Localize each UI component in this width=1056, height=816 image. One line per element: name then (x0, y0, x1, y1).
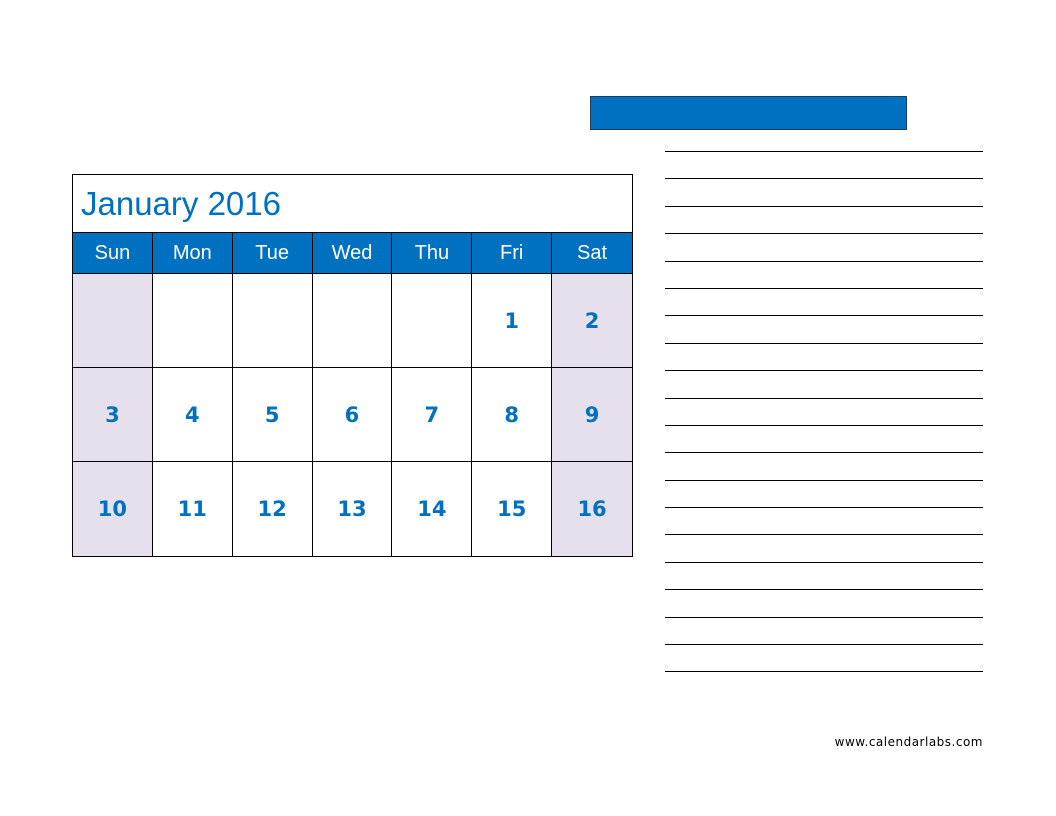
weekday-sun: Sun (73, 233, 153, 273)
weekday-thu: Thu (392, 233, 472, 273)
note-line (665, 315, 983, 342)
note-line (665, 480, 983, 507)
day-cell (313, 274, 393, 367)
note-line (665, 206, 983, 233)
day-cell: 11 (153, 462, 233, 556)
note-line (665, 261, 983, 288)
month-calendar (72, 174, 633, 557)
calendar-weeks (73, 274, 632, 556)
day-cell: 10 (73, 462, 153, 556)
note-line (665, 178, 983, 205)
day-cell: 15 (472, 462, 552, 556)
day-cell: 1 (472, 274, 552, 367)
day-cell: 6 (313, 368, 393, 461)
day-cell: 13 (313, 462, 393, 556)
day-cell: 7 (392, 368, 472, 461)
week-row (73, 462, 632, 556)
note-line (665, 425, 983, 452)
note-line (665, 671, 983, 698)
notes-lines (665, 151, 983, 699)
weekday-sat: Sat (577, 241, 608, 264)
note-line (665, 589, 983, 616)
calendar-title: January 2016 (73, 175, 632, 233)
day-cell: 14 (392, 462, 472, 556)
weekday-header-row (73, 233, 632, 274)
weekday-wed: Wed (313, 233, 393, 273)
day-cell: 12 (233, 462, 313, 556)
day-cell (153, 274, 233, 367)
notes-header-bar (590, 96, 907, 130)
note-line (665, 507, 983, 534)
note-line (665, 233, 983, 260)
weekday-fri: Fri (472, 233, 552, 273)
note-line (665, 288, 983, 315)
note-line (665, 534, 983, 561)
day-cell: 5 (233, 368, 313, 461)
weekday-mon: Mon (153, 233, 233, 273)
website-footer: www.calendarlabs.com (834, 735, 983, 749)
day-cell: 4 (153, 368, 233, 461)
weekday-tue: Tue (233, 233, 313, 273)
note-line (665, 452, 983, 479)
day-cell: 2 (552, 274, 632, 367)
day-cell: 3 (73, 368, 153, 461)
note-line (665, 370, 983, 397)
note-line (665, 617, 983, 644)
note-line (665, 343, 983, 370)
note-line (665, 151, 983, 178)
day-cell: 8 (472, 368, 552, 461)
day-cell (233, 274, 313, 367)
day-cell: 9 (552, 368, 632, 461)
week-row (73, 368, 632, 462)
note-line (665, 562, 983, 589)
week-row (73, 274, 632, 368)
note-line (665, 398, 983, 425)
day-cell: 16 (552, 462, 632, 556)
note-line (665, 644, 983, 671)
day-cell (392, 274, 472, 367)
day-cell (73, 274, 153, 367)
